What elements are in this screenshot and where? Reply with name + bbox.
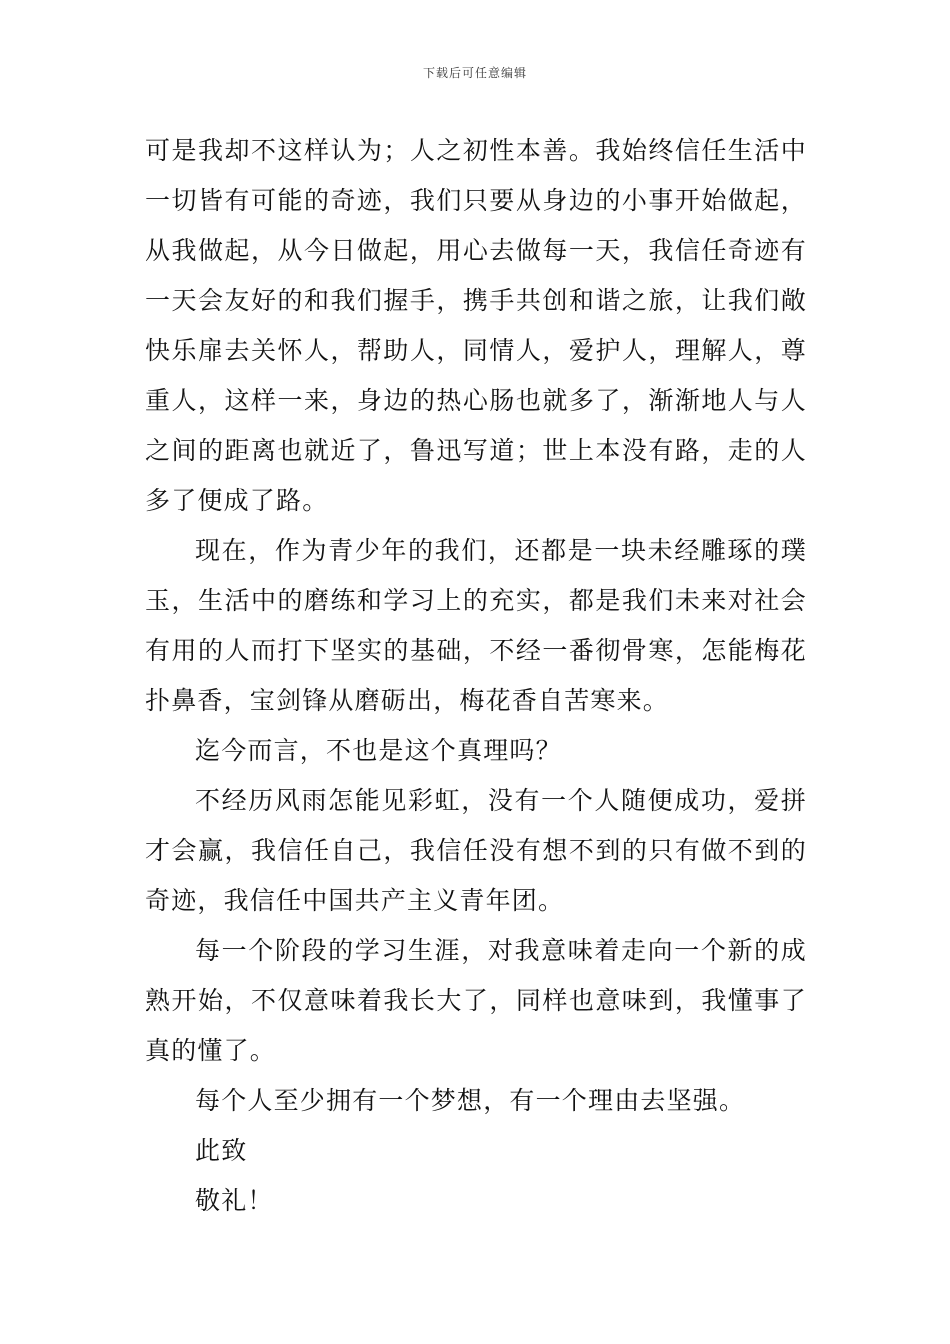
paragraph-6: 每个人至少拥有一个梦想，有一个理由去坚强。: [195, 1086, 746, 1115]
paragraph-1: 可是我却不这样认为；人之初性本善。我始终信任生活中一切皆有可能的奇迹，我们只要从身边的小事开始做起，从我做起，从今日做起，用心去做每一天，我信任奇迹有一天会友好的和我们握手，携手共创和谐之旅，让我们敞快乐扉去关怀人，帮助人，同情人，爱护人，理解人，尊重人，这样一来，身边的热心肠也就多了，渐渐地人与人之间的距离也就近了，鲁迅写道；世上本没有路，走的人多了便成了路。: [145, 136, 807, 515]
paragraph-4: 不经历风雨怎能见彩虹，没有一个人随便成功，爱拼才会赢，我信任自己，我信任没有想不到的只有做不到的奇迹，我信任中国共产主义青年团。: [145, 786, 807, 915]
page-header: 下载后可任意编辑: [422, 66, 527, 80]
letter-body: [145, 126, 807, 1226]
paragraph-3: 迄今而言，不也是这个真理吗？: [195, 736, 562, 765]
closing-regards: 敬礼！: [195, 1186, 274, 1215]
paragraph-2: 现在，作为青少年的我们，还都是一块未经雕琢的璞玉，生活中的磨练和学习上的充实，都是我们未来对社会有用的人而打下坚实的基础，不经一番彻骨寒，怎能梅花扑鼻香，宝剑锋从磨砺出，梅花香自苦寒来。: [145, 536, 807, 715]
closing-salutation: 此致: [195, 1136, 248, 1165]
paragraph-5: 每一个阶段的学习生涯，对我意味着走向一个新的成熟开始，不仅意味着我长大了，同样也意味到，我懂事了真的懂了。: [145, 936, 807, 1065]
